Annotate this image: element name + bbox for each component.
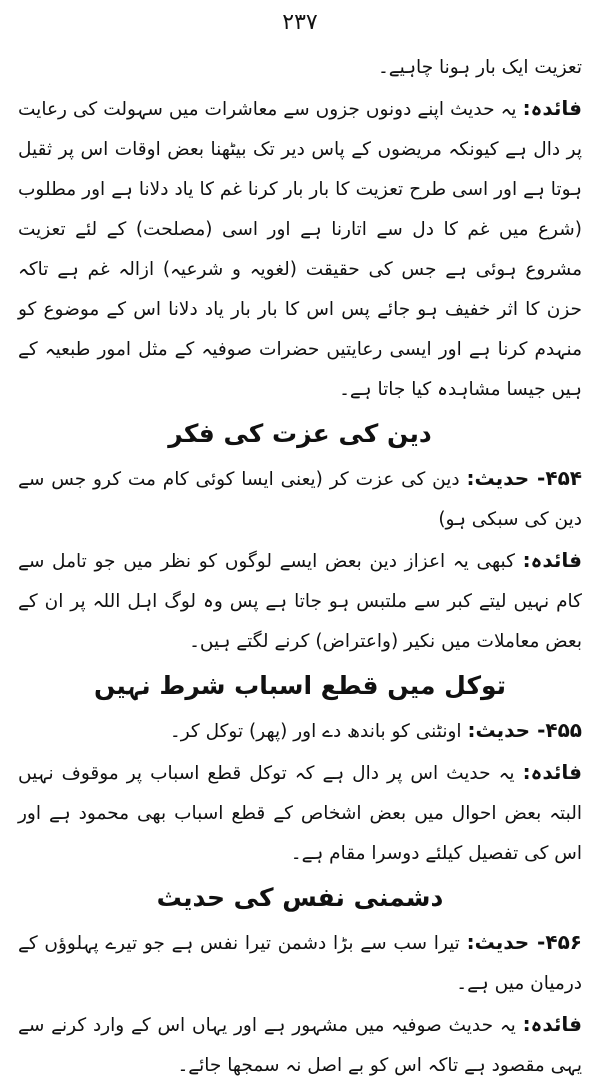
- page-content: [18, 48, 582, 1086]
- paragraph-lead: ۴۵۴- حدیث:: [466, 466, 582, 490]
- paragraph: [18, 752, 582, 874]
- paragraph-text: تعزیت ایک بار ہونا چاہیے۔: [377, 57, 582, 78]
- paragraph-text: کبھی یہ اعزاز دین بعض ایسے لوگوں کو نظر میں جو تامل سے کام نہیں لیتے کبر سے ملتبس ہو جاتا ہے پس وہ لوگ اہل اللہ پر ان کے بعض معاملات میں نکیر (واعتراض) کرنے لگتے ہیں۔: [18, 551, 582, 652]
- paragraph-text: دین کی عزت کر (یعنی ایسا کوئی کام مت کرو جس سے دین کی سبکی ہو): [18, 469, 582, 530]
- paragraph-text: یہ حدیث صوفیہ میں مشہور ہے اور یہاں اس کے وارد کرنے سے یہی مقصود ہے تاکہ اس کو بے اصل نہ سمجھا جائے۔: [18, 1015, 582, 1076]
- paragraph-lead: ۴۵۶- حدیث:: [466, 930, 582, 954]
- paragraph-text: اونٹنی کو باندھ دے اور (پھر) توکل کر۔: [169, 721, 468, 742]
- paragraph: [18, 458, 582, 540]
- paragraph: [18, 88, 582, 410]
- paragraph-text: یہ حدیث اس پر دال ہے کہ توکل قطع اسباب پر موقوف نہیں البتہ بعض احوال میں بعض اشخاص کے قطع اسباب بھی محمود ہے اور اس کی تفصیل کیلئے دوسرا مقام ہے۔: [18, 763, 582, 864]
- paragraph: [18, 540, 582, 662]
- paragraph-text: تیرا سب سے بڑا دشمن تیرا نفس ہے جو تیرے پہلوؤں کے درمیان میں ہے۔: [18, 933, 582, 994]
- paragraph-lead: ۴۵۵- حدیث:: [467, 718, 582, 742]
- section-heading: توکل میں قطع اسباب شرط نہیں: [93, 671, 507, 700]
- paragraph: [18, 48, 582, 88]
- paragraph-lead: فائدہ:: [522, 548, 582, 572]
- section-heading: دین کی عزت کی فکر: [168, 419, 432, 448]
- paragraph: [18, 1004, 582, 1086]
- paragraph: [18, 710, 582, 752]
- paragraph-lead: فائدہ:: [522, 760, 582, 784]
- paragraph-lead: فائدہ:: [522, 96, 582, 120]
- page-number: ۲۳۷: [282, 10, 318, 35]
- paragraph-lead: فائدہ:: [522, 1012, 582, 1036]
- paragraph: [18, 922, 582, 1004]
- paragraph-text: یہ حدیث اپنے دونوں جزوں سے معاشرات میں سہولت کی رعایت پر دال ہے کیونکہ مریضوں کے پاس دیر تک بیٹھنا بعض اوقات اس پر ثقیل ہوتا ہے اور اسی طرح تعزیت کا بار بار کرنا غم کا یاد دلانا ہے اور مطلوب (شرع میں غم کا دل سے اتارنا ہے اور اسی (مصلحت) کے لئے تعزیت مشروع ہوئی ہے جس کی حقیقت (لغویہ و شرعیہ) ازالہ غم ہے تاکہ حزن کا اثر خفیف ہو جائے پس اس کا بار بار یاد دلانا اس کے موضوع کو منہدم کرنا ہے اور ایسی رعایتیں حضرات صوفیہ کے مثل امور طبعیہ کے ہیں جیسا مشاہدہ کیا جاتا ہے۔: [18, 99, 582, 400]
- section-heading: دشمنی نفس کی حدیث: [156, 883, 444, 912]
